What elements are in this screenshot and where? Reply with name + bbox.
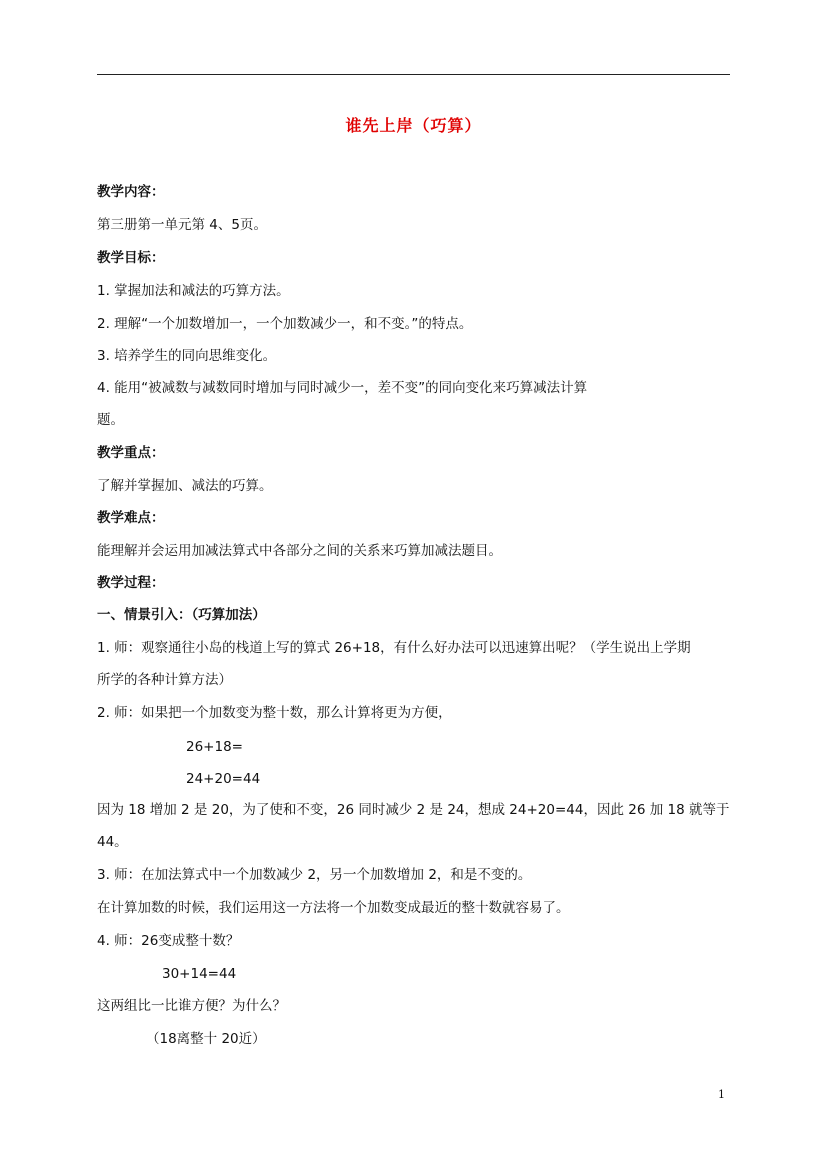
process-step-3-cont: 在计算加数的时候，我们运用这一方法将一个加数变成最近的整十数就容易了。 (97, 900, 570, 916)
key-points-text: 了解并掌握加、减法的巧算。 (97, 478, 273, 494)
comparison-question: 这两组比一比谁方便？为什么？ (97, 998, 286, 1014)
goal-item-3: 3. 培养学生的同向思维变化。 (97, 348, 277, 364)
content-text: 第三册第一单元第 4、5页。 (97, 217, 267, 233)
goal-item-2: 2. 理解“一个加数增加一，一个加数减少一，和不变。”的特点。 (97, 316, 473, 332)
goal-item-1: 1. 掌握加法和减法的巧算方法。 (97, 283, 290, 299)
heading-key-points: 教学重点： (97, 445, 165, 461)
heading-goals: 教学目标： (97, 250, 165, 266)
goal-item-4: 4. 能用“被减数与减数同时增加与同时减少一，差不变”的同向变化来巧算减法计算 (97, 380, 588, 396)
equation-2: 24+20=44 (186, 771, 261, 787)
heading-process: 教学过程： (97, 575, 165, 591)
heading-difficulties: 教学难点： (97, 510, 165, 526)
difficulties-text: 能理解并会运用加减法算式中各部分之间的关系来巧算加减法题目。 (97, 543, 502, 559)
equation-1: 26+18= (186, 739, 243, 755)
page-number: 1 (718, 1088, 725, 1101)
process-step-2: 2. 师：如果把一个加数变为整十数，那么计算将更为方便， (97, 705, 452, 721)
explanation-text-cont: 44。 (97, 834, 128, 850)
process-step-1: 1. 师：观察通往小岛的栈道上写的算式 26+18，有什么好办法可以迅速算出呢？（学生说出上学期 (97, 640, 691, 656)
process-step-4: 4. 师：26变成整十数？ (97, 933, 240, 949)
section-1-heading: 一、情景引入：（巧算加法） (97, 607, 266, 623)
heading-content: 教学内容： (97, 184, 165, 200)
goal-item-4-cont: 题。 (97, 412, 124, 428)
process-step-3: 3. 师：在加法算式中一个加数减少 2，另一个加数增加 2，和是不变的。 (97, 867, 532, 883)
header-rule (97, 74, 730, 75)
equation-3: 30+14=44 (162, 966, 237, 982)
document-title: 谁先上岸（巧算） (345, 116, 482, 135)
explanation-text: 因为 18 增加 2 是 20，为了使和不变，26 同时减少 2 是 24，想成 24+20=44，因此 26 加 18 就等于 (97, 802, 730, 818)
process-step-1-cont: 所学的各种计算方法） (97, 672, 232, 688)
comparison-answer: （18离整十 20近） (146, 1031, 266, 1047)
